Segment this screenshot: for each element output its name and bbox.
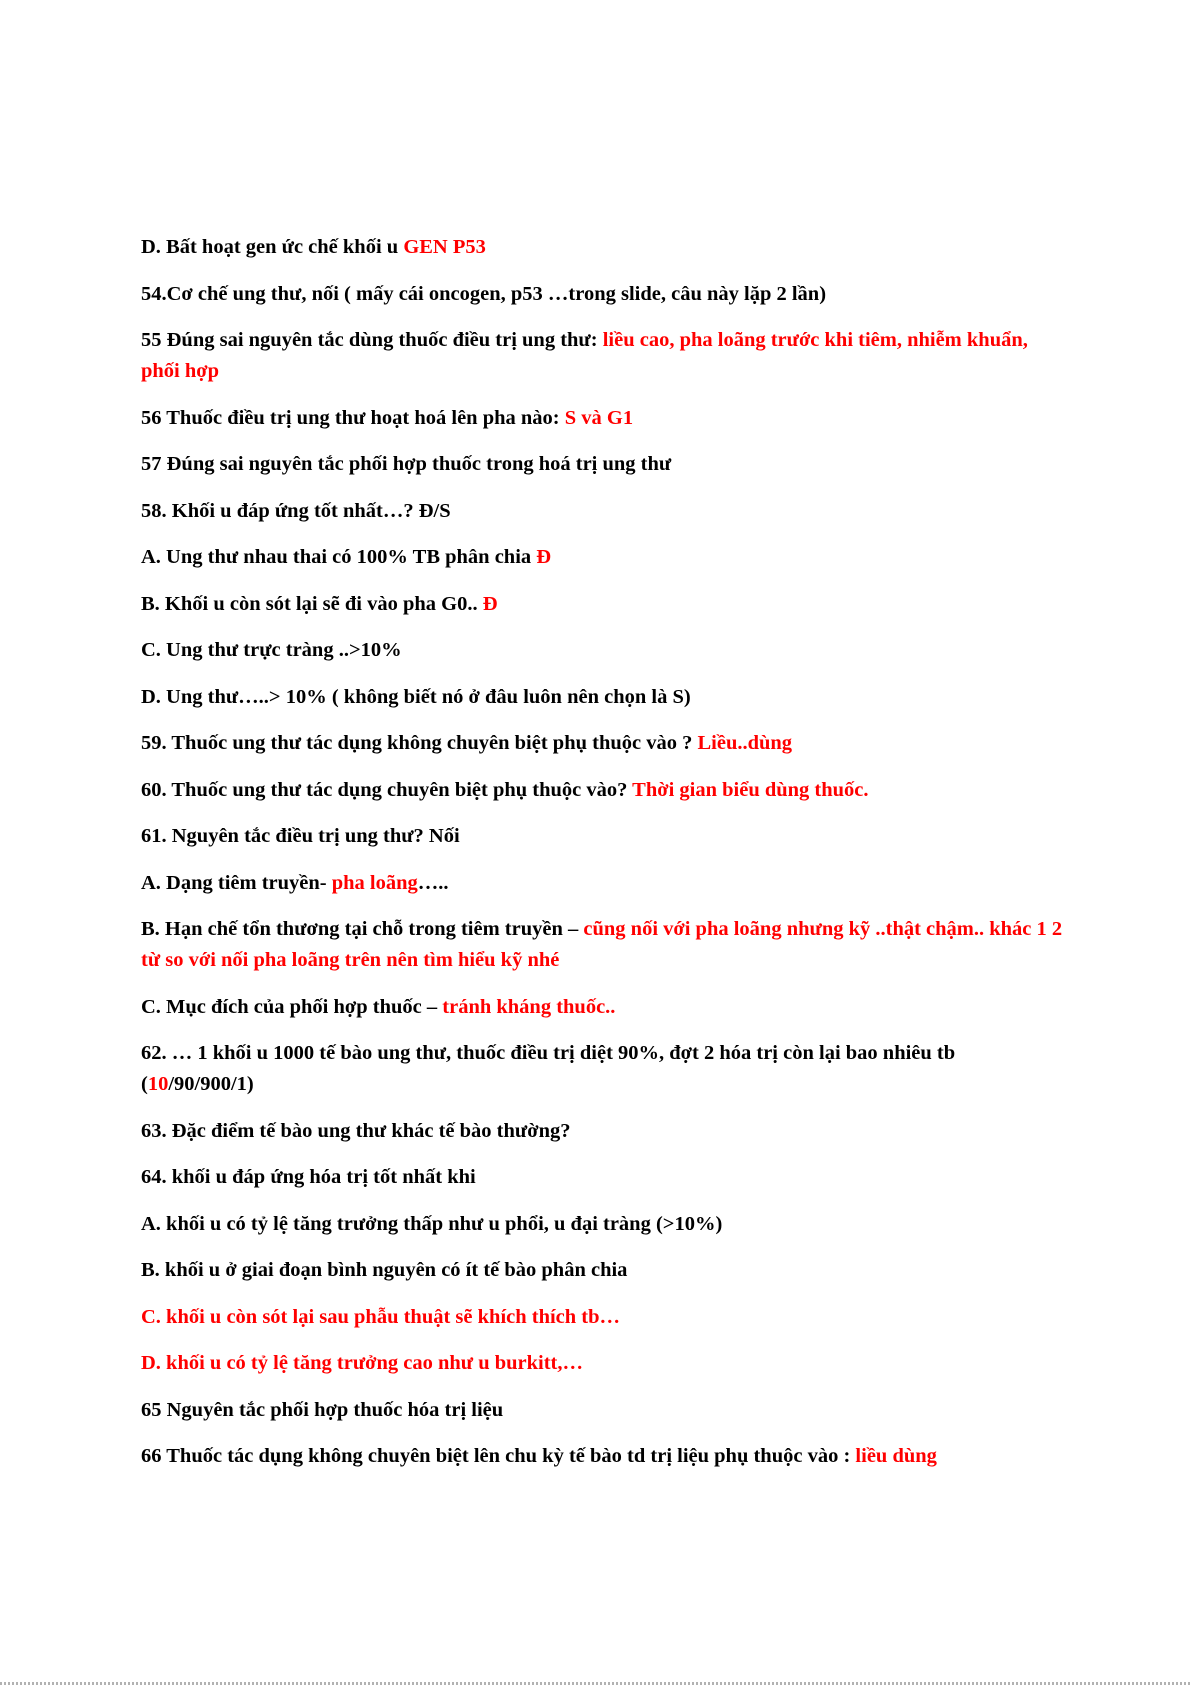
- question-text: C. Mục đích của phối hợp thuốc –: [141, 995, 443, 1018]
- question-line: [141, 325, 1071, 387]
- answer-text: Liều..dùng: [697, 732, 793, 754]
- question-line: [141, 1162, 1071, 1193]
- question-text: 60. Thuốc ung thư tác dụng chuyên biệt phụ thuộc vào?: [141, 778, 633, 801]
- answer-text: liều cao, pha loãng trước khi tiêm, nhiễm khuẩn, phối hợp: [141, 329, 1028, 382]
- question-line: [141, 1441, 1071, 1472]
- question-text: A. khối u có tỷ lệ tăng trưởng thấp như u phổi, u đại tràng (>10%): [141, 1212, 723, 1235]
- question-text: …..: [417, 871, 449, 894]
- question-line: [141, 1038, 1071, 1100]
- answer-text: S và G1: [564, 406, 634, 429]
- question-text: C. Ung thư trực tràng ..>10%: [141, 639, 402, 661]
- answer-text: Đ: [482, 592, 498, 615]
- answer-text: liều dùng: [855, 1445, 937, 1467]
- question-line: [141, 1255, 1071, 1286]
- question-text: 55 Đúng sai nguyên tắc dùng thuốc điều trị ung thư:: [141, 329, 603, 351]
- question-text: A. Dạng tiêm truyền-: [141, 871, 332, 894]
- question-text: B. khối u ở giai đoạn bình nguyên có ít tế bào phân chia: [141, 1259, 628, 1281]
- question-line: [141, 232, 1071, 263]
- question-text: A. Ung thư nhau thai có 100% TB phân chia: [141, 546, 537, 568]
- question-line: [141, 868, 1071, 899]
- question-line: [141, 496, 1071, 527]
- question-text: D. Bất hoạt gen ức chế khối u: [141, 236, 404, 258]
- question-line: [141, 1302, 1071, 1333]
- question-line: [141, 682, 1071, 713]
- question-text: 62. … 1 khối u 1000 tế bào ung thư, thuốc điều trị diệt 90%, đợt 2 hóa trị còn lại bao nhiêu tb (: [141, 1042, 956, 1095]
- answer-text: Thời gian biểu dùng thuốc.: [632, 778, 869, 801]
- answer-text: tránh kháng thuốc..: [442, 995, 616, 1018]
- question-line: [141, 589, 1071, 620]
- question-line: [141, 1348, 1071, 1379]
- question-line: [141, 1395, 1071, 1426]
- question-text: 65 Nguyên tắc phối hợp thuốc hóa trị liệu: [141, 1398, 504, 1421]
- question-line: [141, 635, 1071, 666]
- answer-text: Đ: [536, 546, 552, 568]
- question-text: 58. Khối u đáp ứng tốt nhất…? Đ/S: [141, 499, 451, 522]
- question-line: [141, 914, 1071, 976]
- question-line: [141, 542, 1071, 573]
- question-line: [141, 403, 1071, 434]
- question-line: [141, 821, 1071, 852]
- answer-text: GEN P53: [403, 236, 486, 258]
- question-text: B. Hạn chế tổn thương tại chỗ trong tiêm truyền –: [141, 918, 584, 940]
- question-text: 54.Cơ chế ung thư, nối ( mấy cái oncogen, p53 …trong slide, câu này lặp 2 lần): [141, 282, 827, 305]
- document-body: [141, 232, 1071, 1488]
- answer-text: C. khối u còn sót lại sau phẫu thuật sẽ khích thích tb…: [141, 1305, 621, 1328]
- question-line: [141, 775, 1071, 806]
- question-line: [141, 728, 1071, 759]
- question-text: /90/900/1): [168, 1073, 254, 1095]
- answer-text: pha loãng: [331, 871, 418, 894]
- question-line: [141, 449, 1071, 480]
- question-line: [141, 1209, 1071, 1240]
- question-line: [141, 992, 1071, 1023]
- answer-text: 10: [147, 1073, 169, 1095]
- answer-text: cũng nối với pha loãng nhưng kỹ ..thật chậm.. khác 1 2 từ so với nối pha loãng trên nên tìm hiểu kỹ nhé: [141, 918, 1063, 971]
- question-text: 61. Nguyên tắc điều trị ung thư? Nối: [141, 825, 460, 847]
- question-text: 56 Thuốc điều trị ung thư hoạt hoá lên pha nào:: [141, 406, 565, 429]
- answer-text: D. khối u có tỷ lệ tăng trưởng cao như u burkitt,…: [141, 1352, 584, 1374]
- question-text: B. Khối u còn sót lại sẽ đi vào pha G0..: [141, 592, 483, 615]
- question-text: 59. Thuốc ung thư tác dụng không chuyên biệt phụ thuộc vào ?: [141, 732, 698, 754]
- question-text: D. Ung thư…..> 10% ( không biết nó ở đâu luôn nên chọn là S): [141, 685, 691, 708]
- question-text: 66 Thuốc tác dụng không chuyên biệt lên chu kỳ tế bào td trị liệu phụ thuộc vào :: [141, 1445, 856, 1467]
- question-text: 64. khối u đáp ứng hóa trị tốt nhất khi: [141, 1166, 476, 1188]
- question-text: 57 Đúng sai nguyên tắc phối hợp thuốc trong hoá trị ung thư: [141, 453, 672, 475]
- question-line: [141, 279, 1071, 310]
- question-text: 63. Đặc điểm tế bào ung thư khác tế bào thường?: [141, 1119, 571, 1142]
- question-line: [141, 1116, 1071, 1147]
